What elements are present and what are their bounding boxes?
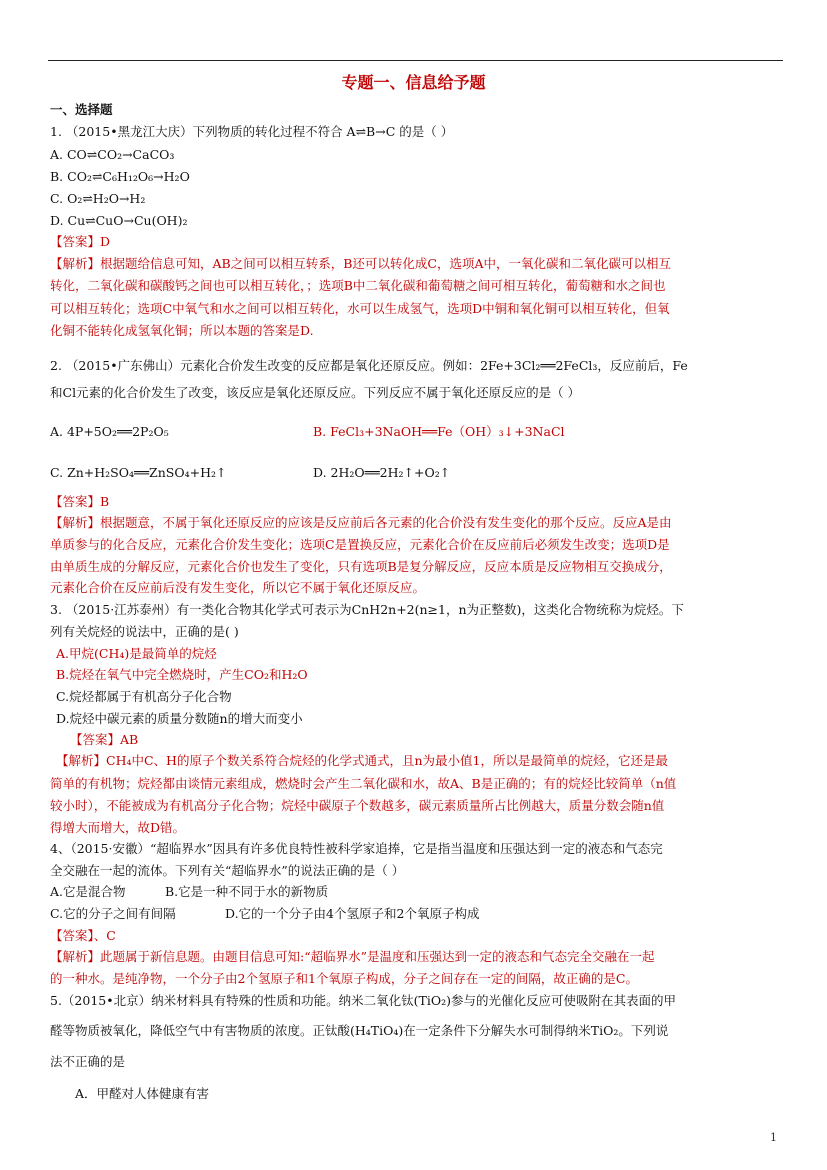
q3-stem-1: 3. （2015·江苏泰州）有一类化合物其化学式可表示为CnH2n+2(n≥1，n为正整数)，这类化合物统称为烷烃。下	[50, 602, 684, 617]
q1-option-b: B. CO₂⇌C₆H₁₂O₆→H₂O	[50, 169, 190, 184]
q3-option-d: D.烷烃中碳元素的质量分数随n的增大而变小	[56, 711, 303, 726]
q4-stem-1: 4、（2015·安徽）“超临界水”因具有许多优良特性被科学家追捧，它是指当温度和压强达到一定的液态和气态完	[50, 841, 663, 856]
q2-option-b: B. FeCl₃+3NaOH══Fe（OH）₃↓+3NaCl	[313, 424, 565, 439]
q1-explanation-2: 转化，二氧化碳和碳酸钙之间也可以相互转化，；选项B中二氧化碳和葡萄糖之间可相互转化，葡萄糖和水之间也	[50, 278, 666, 293]
q1-option-a: A. CO⇌CO₂→CaCO₃	[50, 147, 175, 162]
q3-option-b: B.烷烃在氧气中完全燃烧时，产生CO₂和H₂O	[56, 667, 308, 682]
header-rule	[48, 60, 783, 61]
page-number: 1	[770, 1131, 777, 1144]
q1-explanation-4: 化铜不能转化成氢氧化铜；所以本题的答案是D.	[50, 323, 314, 338]
q1-option-d: D. Cu⇌CuO→Cu(OH)₂	[50, 213, 188, 228]
q2-option-d: D. 2H₂O══2H₂↑+O₂↑	[313, 465, 451, 480]
q5-option-a: A．甲醛对人体健康有害	[75, 1086, 210, 1101]
q3-option-a: A.甲烷(CH₄)是最简单的烷烃	[56, 646, 217, 661]
q1-explanation-3: 可以相互转化；选项C中氧气和水之间可以相互转化，水可以生成氢气，选项D中铜和氧化铜可以相互转化，但氧	[50, 301, 670, 316]
q4-option-a: A.它是混合物	[50, 884, 126, 899]
q4-stem-2: 全交融在一起的流体。下列有关“超临界水”的说法正确的是（ ）	[50, 863, 405, 878]
q1-option-c: C. O₂⇌H₂O→H₂	[50, 191, 146, 206]
q1-explanation-1: 【解析】根据题给信息可知，AB之间可以相互转系，B还可以转化成C，选项A中，一氧化碳和二氧化碳可以相互	[50, 256, 671, 271]
q2-option-a: A. 4P+5O₂══2P₂O₅	[50, 424, 169, 439]
q3-explanation-4: 得增大而增大，故D错。	[50, 820, 186, 835]
q4-explanation-1: 【解析】此题属于新信息题。由题目信息可知:“超临界水”是温度和压强达到一定的液态和气态完全交融在一起	[50, 949, 655, 964]
q4-explanation-2: 的一种水。是纯净物，一个分子由2个氢原子和1个氧原子构成，分子之间存在一定的间隔，故正确的是C。	[50, 971, 638, 986]
page-title: 专题一、信息给予题	[341, 73, 486, 92]
q2-explanation-2: 单质参与的化合反应，元素化合价发生变化；选项C是置换反应，元素化合价在反应前后必须发生改变；选项D是	[50, 537, 670, 552]
q2-option-c: C. Zn+H₂SO₄══ZnSO₄+H₂↑	[50, 465, 227, 480]
q4-option-b: B.它是一种不同于水的新物质	[165, 884, 329, 899]
q4-option-c: C.它的分子之间有间隔	[50, 906, 176, 921]
q3-stem-2: 列有关烷烃的说法中，正确的是( )	[50, 624, 239, 639]
section-heading: 一、选择题	[50, 102, 113, 117]
q2-explanation-4: 元素化合价在反应前后没有发生变化，所以它不属于氧化还原反应。	[50, 580, 426, 595]
q3-explanation-1: 【解析】CH₄中C、H的原子个数关系符合烷烃的化学式通式，且n为最小值1，所以是最简单的烷烃，它还是最	[56, 753, 668, 768]
q3-explanation-2: 简单的有机物；烷烃都由谈情元素组成，燃烧时会产生二氧化碳和水，故A、B是正确的；有的烷烃比较简单（n值	[50, 776, 677, 791]
q1-answer: 【答案】D	[50, 234, 111, 249]
q4-option-d: D.它的一个分子由4个氢原子和2个氧原子构成	[225, 906, 480, 921]
q5-stem-3: 法不正确的是	[50, 1054, 126, 1069]
q3-option-c: C.烷烃都属于有机高分子化合物	[56, 689, 232, 704]
q1-stem: 1. （2015•黑龙江大庆）下列物质的转化过程不符合 A⇌B→C 的是（ ）	[50, 124, 454, 139]
q2-stem-2: 和Cl元素的化合价发生了改变，该反应是氧化还原反应。下列反应不属于氧化还原反应的是（ ）	[50, 385, 581, 400]
q3-explanation-3: 较小时），不能被成为有机高分子化合物；烷烃中碳原子个数越多，碳元素质量所占比例越大，质量分数会随n值	[50, 798, 665, 813]
q2-answer: 【答案】B	[50, 494, 110, 509]
q5-stem-2: 醛等物质被氧化，降低空气中有害物质的浓度。正钛酸(H₄TiO₄)在一定条件下分解失水可制得纳米TiO₂。下列说	[50, 1023, 669, 1038]
q3-answer: 【答案】AB	[70, 732, 139, 747]
q5-stem-1: 5.（2015•北京）纳米材料具有特殊的性质和功能。纳米二氧化钛(TiO₂)参与的光催化反应可使吸附在其表面的甲	[50, 993, 676, 1008]
q4-answer: 【答案】、C	[50, 928, 116, 943]
q2-stem-1: 2. （2015•广东佛山）元素化合价发生改变的反应都是氧化还原反应。例如：2Fe+3Cl₂══2FeCl₃，反应前后，Fe	[50, 358, 688, 373]
q2-explanation-1: 【解析】根据题意，不属于氧化还原反应的应该是反应前后各元素的化合价没有发生变化的那个反应。反应A是由	[50, 515, 672, 530]
q2-explanation-3: 由单质生成的分解反应，元素化合价也发生了变化，只有选项B是复分解反应，反应本质是反应物相互交换成分，	[50, 559, 672, 574]
